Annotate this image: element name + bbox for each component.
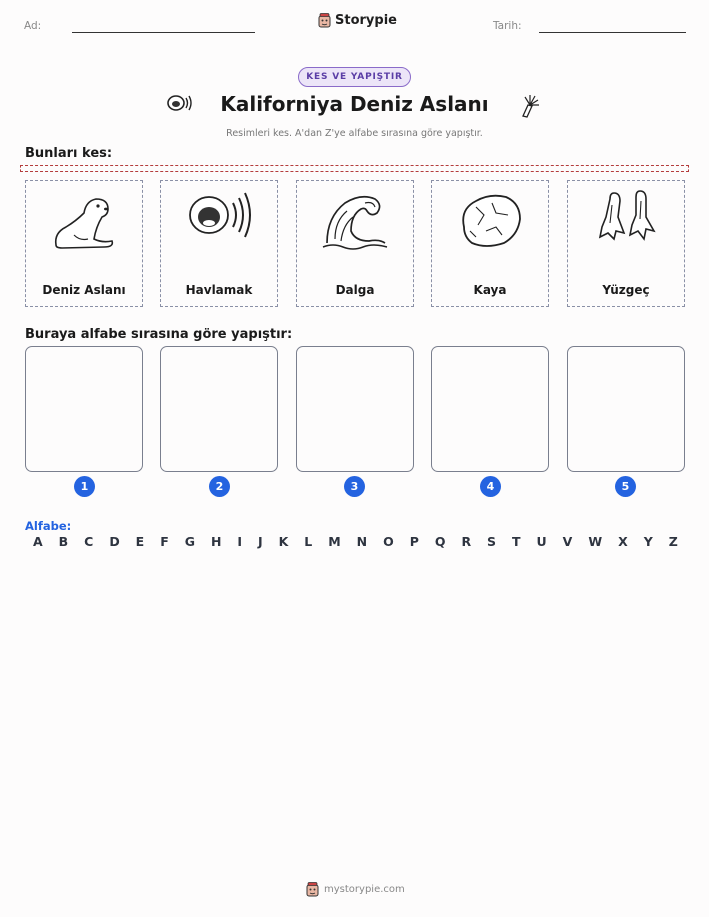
card-label: Havlamak (185, 283, 253, 297)
alphabet-letter: P (409, 534, 419, 549)
alphabet-letter: V (562, 534, 573, 549)
footer (306, 882, 405, 897)
date-line[interactable] (539, 32, 686, 33)
brand-logo (318, 13, 397, 28)
paste-slot-2[interactable] (160, 346, 278, 472)
cut-card-rock[interactable] (431, 180, 549, 307)
alphabet-heading: Alfabe: (25, 519, 72, 533)
alphabet-row (33, 534, 678, 549)
alphabet-letter: X (618, 534, 628, 549)
alphabet-letter: U (536, 534, 547, 549)
cut-card-flipper[interactable] (567, 180, 685, 307)
cut-card-wave[interactable] (296, 180, 414, 307)
alphabet-letter: C (84, 534, 94, 549)
alphabet-letter: M (328, 534, 341, 549)
storypie-mascot-icon (318, 13, 331, 28)
alphabet-letter: H (210, 534, 222, 549)
alphabet-letter: D (109, 534, 120, 549)
alphabet-letter: O (383, 534, 394, 549)
slot-number-3: 3 (344, 476, 365, 497)
slot-number-2: 2 (209, 476, 230, 497)
alphabet-letter: W (588, 534, 603, 549)
slot-number-4: 4 (480, 476, 501, 497)
alphabet-letter: G (184, 534, 195, 549)
instructions: Resimleri kes. A'dan Z'ye alfabe sırasına göre yapıştır. (226, 128, 483, 139)
paste-slot-5[interactable] (567, 346, 685, 472)
wave-icon (321, 187, 391, 251)
sea-lion-icon (50, 187, 120, 251)
sea-plant-icon (518, 92, 542, 118)
card-label: Dalga (335, 283, 375, 297)
alphabet-letter: A (33, 534, 43, 549)
slot-number-1: 1 (74, 476, 95, 497)
alphabet-letter: S (487, 534, 497, 549)
name-label: Ad: (24, 20, 42, 32)
name-line[interactable] (72, 32, 255, 33)
card-label: Yüzgeç (602, 283, 650, 297)
alphabet-letter: Q (434, 534, 446, 549)
alphabet-letter: Y (643, 534, 653, 549)
date-label: Tarih: (493, 20, 522, 32)
brand-name: Storypie (335, 13, 397, 28)
alphabet-letter: I (237, 534, 243, 549)
alphabet-letter: Z (668, 534, 678, 549)
alphabet-letter: J (258, 534, 263, 549)
alphabet-letter: L (304, 534, 313, 549)
card-label: Kaya (473, 283, 507, 297)
footer-url[interactable]: mystorypie.com (324, 884, 405, 895)
alphabet-letter: F (160, 534, 169, 549)
storypie-mascot-icon (306, 882, 319, 897)
paste-slot-4[interactable] (431, 346, 549, 472)
flippers-icon (592, 187, 662, 251)
cut-heading: Bunları kes: (25, 146, 113, 161)
rock-icon (456, 187, 526, 251)
alphabet-letter: K (278, 534, 289, 549)
barking-mouth-icon (185, 187, 255, 251)
alphabet-letter: N (356, 534, 368, 549)
cut-line (20, 165, 689, 172)
alphabet-letter: E (135, 534, 145, 549)
cut-card-bark[interactable] (160, 180, 278, 307)
paste-heading: Buraya alfabe sırasına göre yapıştır: (25, 327, 293, 342)
alphabet-letter: R (461, 534, 472, 549)
alphabet-letter: T (512, 534, 521, 549)
alphabet-letter: B (58, 534, 69, 549)
paste-slot-3[interactable] (296, 346, 414, 472)
card-label: Deniz Aslanı (42, 283, 126, 297)
slot-number-5: 5 (615, 476, 636, 497)
paste-slot-1[interactable] (25, 346, 143, 472)
worksheet-title: Kaliforniya Deniz Aslanı (220, 92, 489, 116)
activity-badge: KES VE YAPIŞTIR (298, 67, 411, 87)
cut-card-sea-lion[interactable] (25, 180, 143, 307)
